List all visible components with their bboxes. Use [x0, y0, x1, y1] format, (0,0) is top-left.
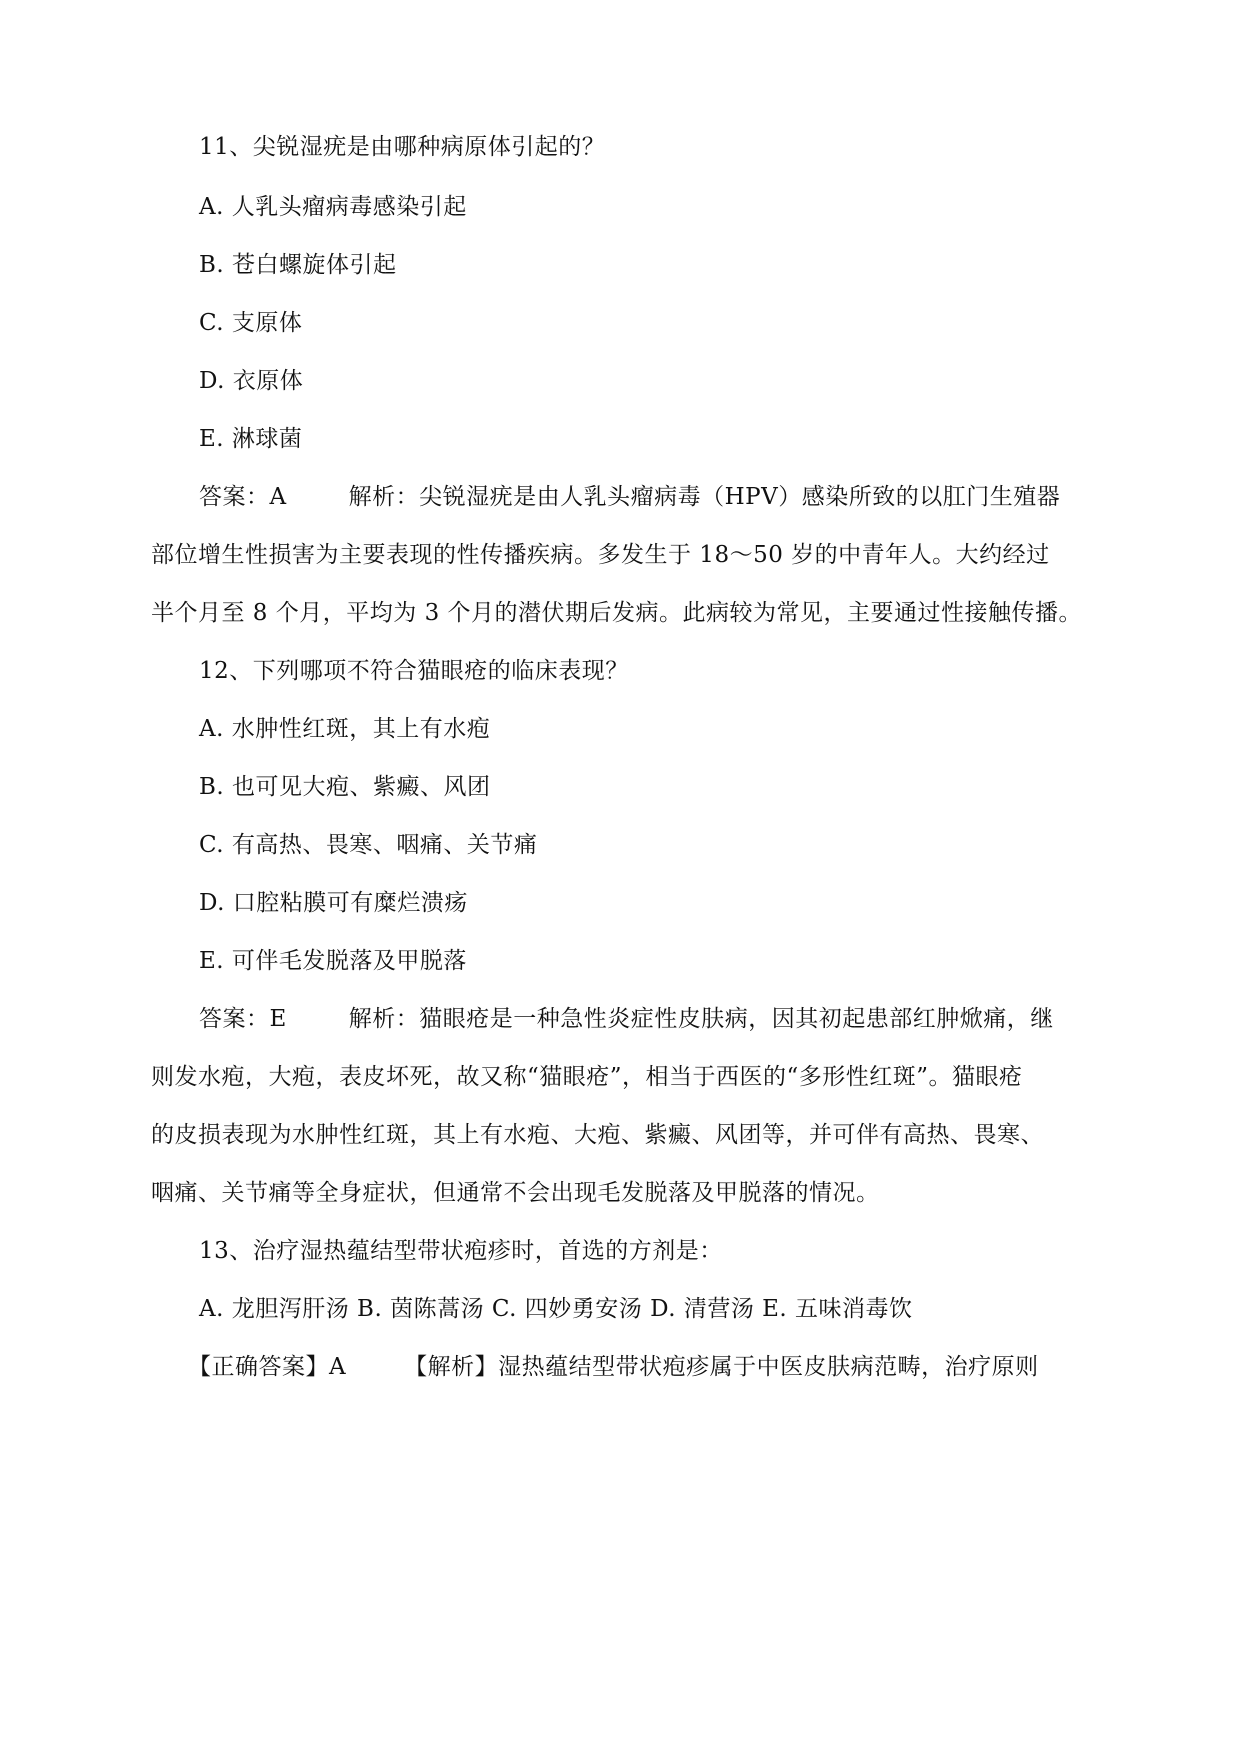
- question-12-option-c: C. 有高热、畏寒、咽痛、关节痛: [199, 832, 538, 858]
- question-12-answer: 答案：E: [199, 1006, 287, 1032]
- question-12-option-e: E. 可伴毛发脱落及甲脱落: [199, 948, 467, 974]
- question-11-option-a: A. 人乳头瘤病毒感染引起: [199, 194, 467, 220]
- question-12-answer-row: [199, 1003, 1054, 1035]
- question-13-answer-row: [188, 1351, 1039, 1383]
- question-11-option-d: D. 衣原体: [199, 368, 304, 394]
- question-11-option-e: E. 淋球菌: [199, 426, 303, 452]
- question-12-stem: 12、下列哪项不符合猫眼疮的临床表现？: [199, 658, 629, 684]
- question-11-analysis-line-1: 解析：尖锐湿疣是由人乳头瘤病毒（HPV）感染所致的以肛门生殖器: [348, 484, 1061, 510]
- question-12-analysis-line-2: 则发水疱，大疱，表皮坏死，故又称“猫眼疮”，相当于西医的“多形性红斑”。猫眼疮: [151, 1064, 1023, 1090]
- question-11-option-c: C. 支原体: [199, 310, 303, 336]
- question-13-answer: 【正确答案】A: [188, 1354, 347, 1380]
- question-11-answer: 答案：A: [199, 484, 287, 510]
- question-11-option-b: B. 苍白螺旋体引起: [199, 252, 397, 278]
- question-12-option-d: D. 口腔粘膜可有糜烂溃疡: [199, 890, 468, 916]
- question-13-stem: 13、治疗湿热蕴结型带状疱疹时，首选的方剂是：: [199, 1238, 723, 1264]
- question-13-analysis-line-1: 【解析】湿热蕴结型带状疱疹属于中医皮肤病范畴，治疗原则: [404, 1354, 1039, 1380]
- question-13-options: A. 龙胆泻肝汤 B. 茵陈蒿汤 C. 四妙勇安汤 D. 清营汤 E. 五味消毒饮: [199, 1296, 913, 1322]
- question-12-option-a: A. 水肿性红斑，其上有水疱: [199, 716, 491, 742]
- question-11-analysis-line-2: 部位增生性损害为主要表现的性传播疾病。多发生于 18～50 岁的中青年人。大约经过: [151, 542, 1050, 568]
- question-12-option-b: B. 也可见大疱、紫癜、风团: [199, 774, 491, 800]
- question-11-stem: 11、尖锐湿疣是由哪种病原体引起的？: [199, 134, 606, 160]
- question-11-answer-row: [199, 481, 1060, 513]
- question-12-analysis-line-3: 的皮损表现为水肿性红斑，其上有水疱、大疱、紫癜、风团等，并可伴有高热、畏寒、: [151, 1122, 1044, 1148]
- question-12-analysis-line-1: 解析：猫眼疮是一种急性炎症性皮肤病，因其初起患部红肿焮痛，继: [348, 1006, 1054, 1032]
- question-11-analysis-line-3: 半个月至 8 个月，平均为 3 个月的潜伏期后发病。此病较为常见，主要通过性接触传播。: [151, 600, 1083, 626]
- question-12-analysis-line-4: 咽痛、关节痛等全身症状，但通常不会出现毛发脱落及甲脱落的情况。: [151, 1180, 880, 1206]
